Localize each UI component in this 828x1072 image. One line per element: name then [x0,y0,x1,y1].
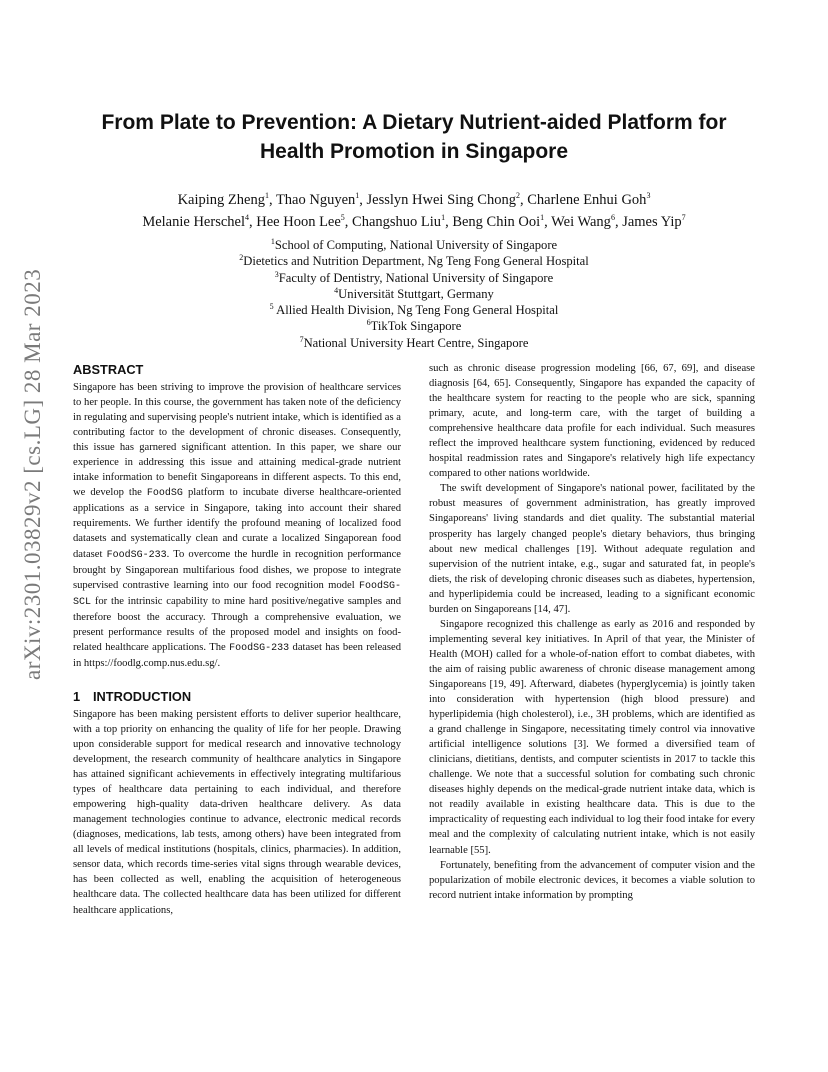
body-paragraph: Fortunately, benefiting from the advancement of computer vision and the popularization of mobile electronic devices, it becomes a viable solution to record nutrient intake information by prompting [429,859,755,901]
abstract-text [73,380,401,671]
affiliation-text: Allied Health Division, Ng Teng Fong General Hospital [273,303,559,318]
introduction-heading [73,688,401,706]
author-name: , James Yip [614,214,682,230]
affiliation [100,270,728,286]
affiliation-number: 4 [334,285,339,295]
author-affil-mark: 1 [540,213,545,223]
affiliation-number: 1 [270,236,275,246]
author-affil-mark: 1 [441,213,446,223]
affiliation-number: 5 [269,302,274,311]
author-list [60,189,768,233]
author-line-2 [60,211,768,233]
body-paragraph: such as chronic disease progression modeling [66, 67, 69], and disease diagnosis [64, 65]. Consequently, Singapore has expanded the capacity of the healthcare system for reacting to the people who are sick, spanning primary, acute, and long-term care, with the target of building a comprehensive healthcare data profile for each individual. Such measures reflect the improved healthcare system functioning, evidenced by reduced hospital readmission rates and Singapore's relatively high life expectancy compared to other nations worldwide. [429,363,755,480]
author-name: , Jesslyn Hwei Sing Chong [359,192,516,208]
author-name: , Charlene Enhui Goh [519,192,647,208]
author-affil-mark: 4 [245,213,249,223]
left-column [73,361,401,918]
affiliation-text: Universität Stuttgart, Germany [338,286,494,301]
affiliation-number: 6 [366,318,371,328]
code-term: FoodSG-233 [229,642,290,654]
author-affil-mark: 3 [646,191,651,201]
abstract-segment: for the intrinsic capability to mine hard positive/negative samples and therefore boost the accuracy. Through a comprehensive evaluation, we present performance results of the proposed model and insights on food-related healthcare applications. The [73,595,401,653]
author-line-1 [60,189,768,211]
title-line-1: From Plate to Prevention: A Dietary Nutrient-aided Platform for [101,111,727,134]
affiliation-list [100,237,728,351]
author-name: , Thao Nguyen [268,192,356,208]
abstract-segment: Singapore has been striving to improve the provision of healthcare services to her people. In this course, the government has taken note of the deficiency in regulating and supervising people's nutrient intake, which is identified as a contributing factor to the development of chronic diseases. Consequently, this issue has garnered significant attention. In this paper, we share our experience in addressing this issue and attaining medical-grade nutrient intake information to benefit Singaporeans in different aspects. To this end, we develop the [73,382,401,499]
code-term: FoodSG-SCL [73,580,401,608]
affiliation [100,237,728,253]
author-affil-mark: 2 [515,191,520,201]
abstract-heading: ABSTRACT [73,362,144,377]
affiliation [100,253,728,269]
affiliation-text: Faculty of Dentistry, National University of Singapore [278,270,554,285]
affiliation-number: 3 [274,269,279,279]
affiliation [100,302,728,318]
section-number: 1 [73,688,81,704]
code-term: FoodSG [146,488,183,500]
author-affil-mark: 6 [610,213,615,223]
affiliation-number: 7 [299,334,304,344]
intro-paragraph: Singapore has been making persistent efforts to deliver superior healthcare, with a top priority on enhancing the quality of life for her people. Drawing upon considerable support for medical research and innovative technology development, the research community of healthcare analytics in Singapore has attained significant achievements in effectively integrating multifarious types of healthcare data pertaining to each individual, and therefore empowering high-quality data-driven healthcare delivery. As data management technologies continue to advance, electronic medical records (diagnoses, medications, lab tests, among others) have been integrated from all levels of medical institutions (hospitals, clinics, pharmacies). In addition, sensor data, which records time-series vital signs through wearable devices, has been collected as well, enabling the acquisition of heterogeneous healthcare data. The collected healthcare data has been utilized for different healthcare applications, [73,708,401,916]
affiliation-text: TikTok Singapore [370,319,462,334]
code-term: FoodSG-233 [106,549,167,561]
author-name: , Beng Chin Ooi [445,214,541,230]
affiliation [100,318,728,334]
paper-title [60,108,768,166]
author-affil-mark: 7 [681,213,686,223]
affiliation-text: Dietetics and Nutrition Department, Ng Teng Fong General Hospital [243,254,589,269]
author-name: Kaiping Zheng [177,192,265,208]
abstract-segment: dataset has been released in https://foodlg.comp.nus.edu.sg/. [73,641,402,669]
section-title: INTRODUCTION [93,688,192,704]
affiliation-text: School of Computing, National University of Singapore [274,238,558,252]
author-affil-mark: 1 [264,191,269,201]
author-name: , Wei Wang [544,214,611,230]
body-paragraph: The swift development of Singapore's national power, facilitated by the robust measures of government administration, has greatly improved Singaporeans' living standards and diet quality. The substantial material prosperity has largely changed people's dietary behaviors, thus bringing about new medical challenges [19]. Without adequate regulation and supervision of the nutrient intake, e.g., sugar and saturated fat, in people's diets, the risk of developing chronic diseases such as diabetes, hypertension, and hyperlipidemia could be increased, leading to a significant economic burden on Singaporeans [14, 47]. [429,483,755,615]
author-affil-mark: 1 [355,191,360,201]
section-gap [73,671,401,688]
abstract-segment: platform to incubate diverse healthcare-oriented applications as a service in Singapore, taking into account their shared requirements. We further identify the profound meaning of localized food datasets and systematically clean and curate a localized Singaporean food dataset [73,487,401,560]
affiliation-text: National University Heart Centre, Singapore [303,335,529,350]
arxiv-identifier: arXiv:2301.03829v2 [cs.LG] 28 Mar 2023 [20,268,45,680]
affiliation [100,335,728,351]
abstract-segment: . To overcome the hurdle in recognition performance brought by Singaporean multifarious food dishes, we propose to integrate supervised contrastive learning into our food recognition model [73,548,401,591]
author-name: Melanie Herschel [142,214,245,230]
title-line-2: Health Promotion in Singapore [259,140,569,163]
author-name: , Hee Hoon Lee [249,214,341,230]
author-name: , Changshuo Liu [344,214,442,230]
author-affil-mark: 5 [340,213,345,223]
affiliation-number: 2 [239,253,244,263]
affiliation [100,286,728,302]
right-column [429,361,755,903]
body-paragraph: Singapore recognized this challenge as early as 2016 and responded by implementing several key initiatives. In April of that year, the Minister of Health (MOH) called for a whole-of-nation effort to combat diabetes, with the aim of raising public awareness of chronic disease management among Singaporeans [19, 49]. Afterward, diabetes (hyperglycemia) is jointly taken into consideration with hypertension (high blood pressure) and hyperlipidemia (high cholesterol), i.e., 3H problems, which are identified as a grand challenge in Singapore, necessitating timely control via innovative artificial intelligence solutions [3]. We formed a diversified team of clinicians, dietitians, dentists, and computer scientists in 2017 to tackle this challenge. We note that a successful solution for combating such chronic diseases highly depends on the medical-grade nutrient intake data, which is not readily available in existing healthcare data. This is due to the impracticality of requesting each individual to log their food intake for every meal and the complexity of calculating nutrient intake, which is not easily learnable [55]. [429,618,755,856]
